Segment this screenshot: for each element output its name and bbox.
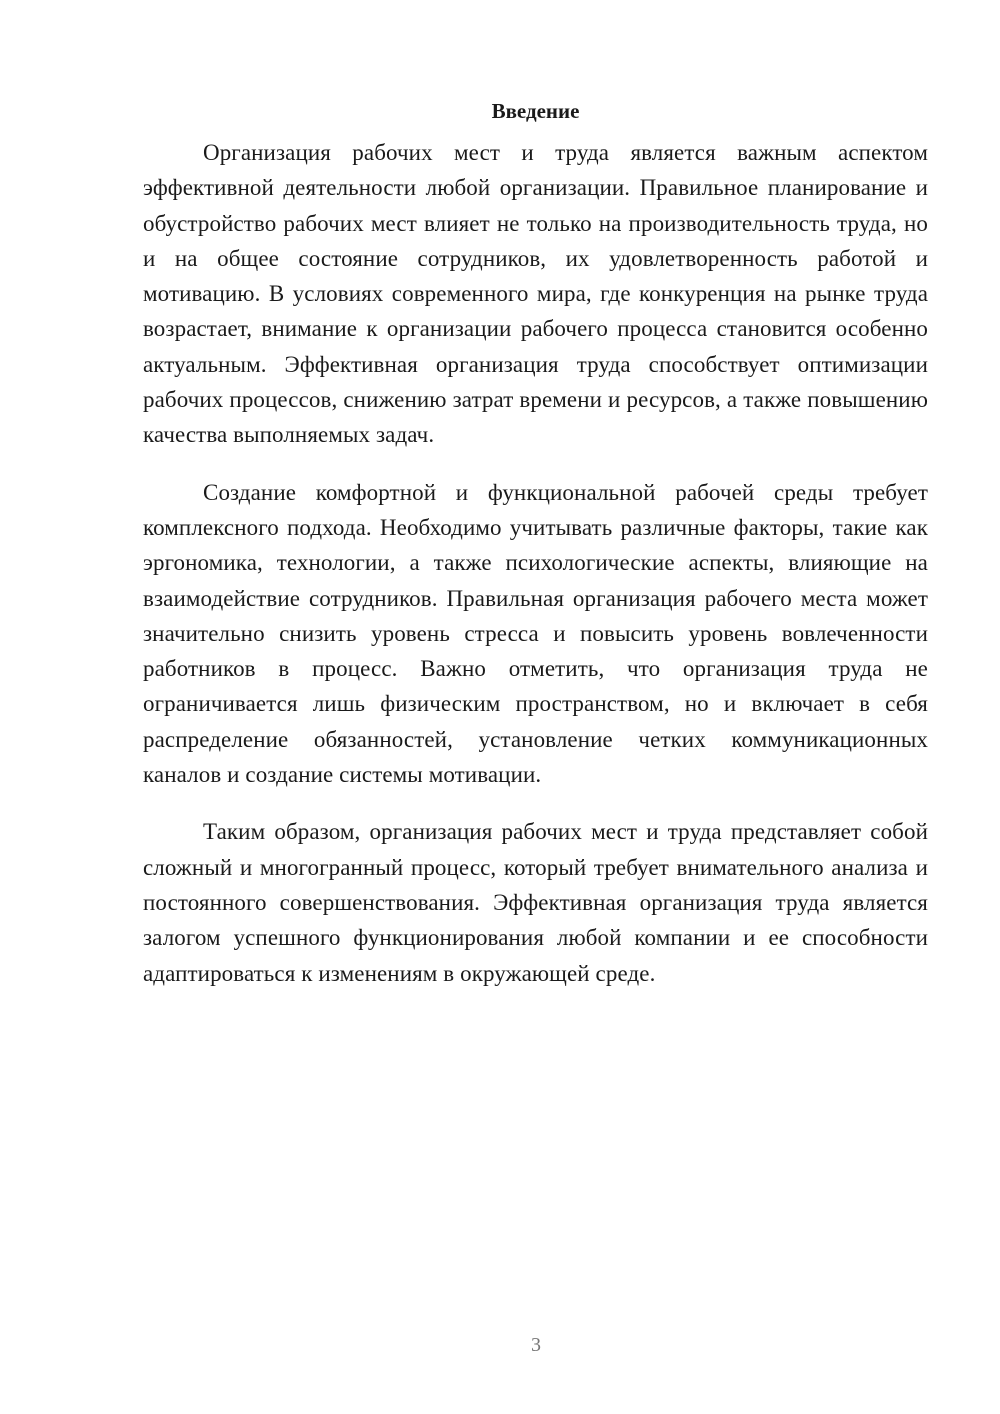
page-title: Введение xyxy=(491,99,580,123)
page-number: 3 xyxy=(531,1334,541,1356)
paragraph-2: Создание комфортной и функциональной рабочей среды требует комплексного подхода. Необходимо учитывать различные факторы, такие как эргономика, технологии, а также психологические аспекты, влияющие на взаимодействие сотрудников. Правильная организация рабочего места может значительно снизить уровень стресса и повысить уровень вовлеченности работников в процесс. Важно отметить, что организация труда не ограничивается лишь физическим пространством, но и включает в себя распределение обязанностей, установление четких коммуникационных каналов и создание системы мотивации. xyxy=(143,479,928,788)
document-body xyxy=(143,95,928,1013)
paragraph-1: Организация рабочих мест и труда является важным аспектом эффективной деятельности любой организации. Правильное планирование и обустройство рабочих мест влияет не только на производительность труда, но и на общее состояние сотрудников, их удовлетворенность работой и мотивацию. В условиях современного мира, где конкуренция на рынке труда возрастает, внимание к организации рабочего процесса становится особенно актуальным. Эффективная организация труда способствует оптимизации рабочих процессов, снижению затрат времени и ресурсов, а также повышению качества выполняемых задач. xyxy=(143,140,928,448)
paragraph-3: Таким образом, организация рабочих мест и труда представляет собой сложный и многогранный процесс, который требует внимательного анализа и постоянного совершенствования. Эффективная организация труда является залогом успешного функционирования любой компании и ее способности адаптироваться к изменениям в окружающей среде. xyxy=(143,819,928,986)
